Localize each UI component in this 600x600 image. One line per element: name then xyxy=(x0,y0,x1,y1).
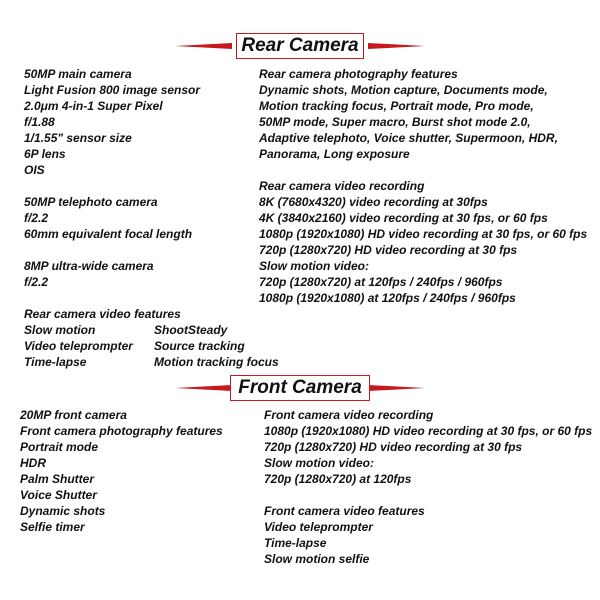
spec-line: 50MP telephoto camera xyxy=(24,195,158,209)
spec-line: Rear camera video recording xyxy=(259,179,425,193)
spec-line: Motion tracking focus, Portrait mode, Pro mode, xyxy=(259,99,534,113)
rear-camera-title: Rear Camera xyxy=(236,33,364,59)
spec-line: Rear camera photography features xyxy=(259,67,458,81)
spec-line: 4K (3840x2160) video recording at 30 fps, or 60 fps xyxy=(259,211,548,225)
spec-line: 720p (1280x720) at 120fps / 240fps / 960fps xyxy=(259,275,503,289)
feature-item: Video teleprompter xyxy=(24,339,133,353)
spec-line: f/2.2 xyxy=(24,211,49,225)
spec-line: 1080p (1920x1080) at 120fps / 240fps / 960fps xyxy=(259,291,516,305)
rear-video-recording xyxy=(259,178,587,306)
spec-line: Portrait mode xyxy=(20,440,99,454)
front-video-features xyxy=(264,503,592,567)
spec-line: Light Fusion 800 image sensor xyxy=(24,83,201,97)
spec-line: 1/1.55" sensor size xyxy=(24,131,132,145)
spec-line: Video teleprompter xyxy=(264,520,373,534)
spec-line: 8MP ultra-wide camera xyxy=(24,259,154,273)
spec-line: Palm Shutter xyxy=(20,472,95,486)
spec-line: 50MP main camera xyxy=(24,67,132,81)
spec-line: 50MP mode, Super macro, Burst shot mode 2.0, xyxy=(259,115,531,129)
feature-item: Slow motion xyxy=(24,323,96,337)
spec-line: OIS xyxy=(24,163,45,177)
spec-line: 8K (7680x4320) video recording at 30fps xyxy=(259,195,488,209)
spec-line: Selfie timer xyxy=(20,520,85,534)
spec-line: 720p (1280x720) at 120fps xyxy=(264,472,412,486)
rear-left-column xyxy=(24,66,279,370)
ultra-wide-camera-specs xyxy=(24,258,279,290)
rear-photo-features xyxy=(259,66,587,162)
spec-line: Slow motion video: xyxy=(264,456,374,470)
spec-line: f/1.88 xyxy=(24,115,55,129)
front-video-recording xyxy=(264,407,592,487)
spec-line: Voice Shutter xyxy=(20,488,97,502)
spec-line: 20MP front camera xyxy=(20,408,127,422)
rear-camera-header xyxy=(0,33,600,63)
spec-line: Adaptive telephoto, Voice shutter, Supermoon, HDR, xyxy=(259,131,558,145)
spec-line: Front camera video recording xyxy=(264,408,434,422)
spec-line: Slow motion video: xyxy=(259,259,369,273)
front-left-column xyxy=(20,407,223,535)
main-camera-specs xyxy=(24,66,279,178)
feature-item: Time-lapse xyxy=(24,355,87,369)
spec-line: 1080p (1920x1080) HD video recording at 30 fps, or 60 fps xyxy=(259,227,588,241)
feature-item: ShootSteady xyxy=(154,323,228,337)
feature-item: Motion tracking focus xyxy=(154,355,279,369)
spec-line: 720p (1280x720) HD video recording at 30 fps xyxy=(264,440,523,454)
rear-right-column xyxy=(259,66,587,306)
spec-line: 2.0μm 4-in-1 Super Pixel xyxy=(24,99,163,113)
spec-line: Slow motion selfie xyxy=(264,552,370,566)
front-right-column xyxy=(264,407,592,567)
spec-line: Time-lapse xyxy=(264,536,327,550)
telephoto-camera-specs xyxy=(24,194,279,242)
spec-line: Panorama, Long exposure xyxy=(259,147,410,161)
rear-video-features xyxy=(24,306,279,370)
spec-line: f/2.2 xyxy=(24,275,49,289)
spec-line: 60mm equivalent focal length xyxy=(24,227,193,241)
rear-video-features-title: Rear camera video features xyxy=(24,307,181,321)
spec-line: Front camera video features xyxy=(264,504,425,518)
spec-line: 1080p (1920x1080) HD video recording at 30 fps, or 60 fps xyxy=(264,424,593,438)
front-camera-header xyxy=(0,375,600,405)
spec-line: 6P lens xyxy=(24,147,66,161)
spec-line: 720p (1280x720) HD video recording at 30 fps xyxy=(259,243,518,257)
feature-item: Source tracking xyxy=(154,339,245,353)
spec-line: Dynamic shots, Motion capture, Documents mode, xyxy=(259,83,548,97)
front-camera-title: Front Camera xyxy=(230,375,370,401)
spec-line: Dynamic shots xyxy=(20,504,106,518)
spec-line: HDR xyxy=(20,456,46,470)
spec-line: Front camera photography features xyxy=(20,424,223,438)
